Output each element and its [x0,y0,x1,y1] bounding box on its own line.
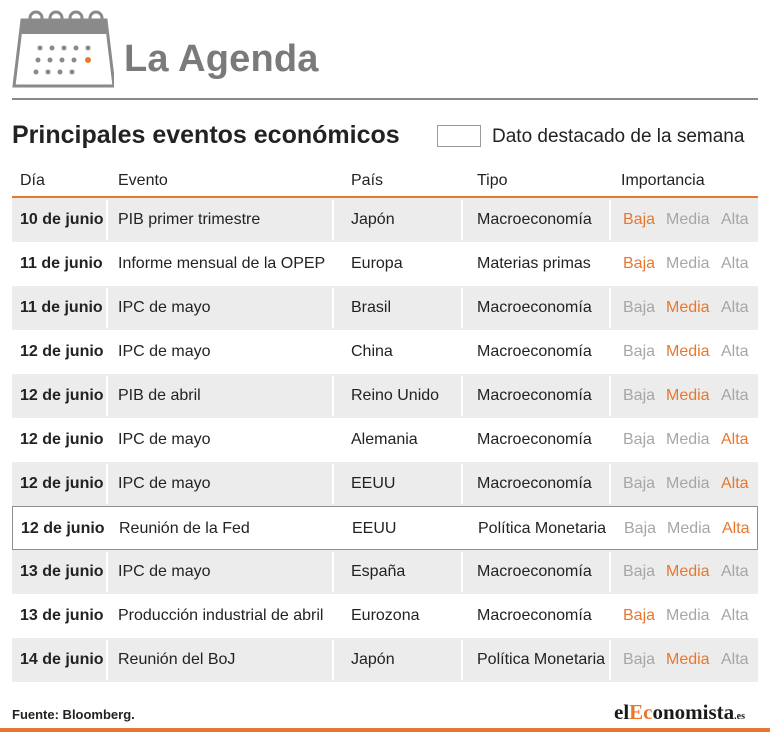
column-separator [461,200,463,240]
column-separator [461,464,463,504]
table-row [12,462,758,506]
importance-alta: Alta [721,475,749,492]
cell-type: Materias primas [477,255,591,272]
cell-country: Alemania [351,431,418,448]
brand-tld: .es [734,711,746,722]
importance-baja: Baja [623,607,656,624]
column-header-day: Día [20,172,45,189]
column-separator [332,596,334,636]
cell-type: Macroeconomía [477,211,592,228]
importance-alta: Alta [721,299,749,316]
table-row [12,506,758,550]
table-header [12,168,758,198]
page-title: La Agenda [124,38,319,80]
column-separator [609,420,611,460]
table-row [12,330,758,374]
importance-media: Media [666,299,710,316]
cell-type: Política Monetaria [478,520,607,537]
cell-country: Japón [351,211,395,228]
column-separator [106,332,108,372]
column-separator [609,200,611,240]
importance-media: Media [666,255,710,272]
cell-country: Brasil [351,299,392,316]
cell-country: España [351,563,406,580]
column-header-importance: Importancia [621,172,705,189]
cell-day: 13 de junio [20,607,104,624]
column-separator [106,244,108,284]
column-separator [461,640,463,680]
importance-baja: Baja [623,255,656,272]
column-separator [106,596,108,636]
column-separator [609,332,611,372]
column-separator [609,288,611,328]
source-note: Fuente: Bloomberg. [12,707,135,722]
cell-type: Macroeconomía [477,431,592,448]
cell-day: 11 de junio [20,299,103,316]
cell-type: Macroeconomía [477,563,592,580]
cell-event: Reunión de la Fed [119,520,250,537]
column-separator [332,464,334,504]
importance-media: Media [667,520,711,537]
importance-baja: Baja [623,299,656,316]
table-row [12,418,758,462]
importance-alta: Alta [721,607,749,624]
cell-event: PIB primer trimestre [118,211,261,228]
column-separator [332,420,334,460]
column-separator [332,244,334,284]
cell-event: IPC de mayo [118,475,211,492]
column-separator [461,596,463,636]
cell-event: IPC de mayo [118,431,211,448]
column-separator [332,376,334,416]
importance-baja: Baja [624,520,657,537]
cell-type: Macroeconomía [477,387,592,404]
section-title: Principales eventos económicos [12,121,400,149]
brand-suffix: onomista [652,700,735,724]
cell-day: 10 de junio [20,211,104,228]
column-separator [106,420,108,460]
importance-baja: Baja [623,387,656,404]
importance-media: Media [666,343,710,360]
importance-baja: Baja [623,651,656,668]
cell-event: IPC de mayo [118,299,211,316]
cell-event: Producción industrial de abril [118,607,324,624]
cell-country: Reino Unido [351,387,440,404]
table-row [12,550,758,594]
column-separator [461,552,463,592]
column-separator [106,376,108,416]
cell-event: IPC de mayo [118,343,211,360]
cell-type: Macroeconomía [477,607,592,624]
importance-baja: Baja [623,431,656,448]
importance-media: Media [666,563,710,580]
column-separator [106,464,108,504]
importance-alta: Alta [721,255,749,272]
importance-media: Media [666,475,710,492]
column-separator [609,640,611,680]
cell-event: Informe mensual de la OPEP [118,255,326,272]
header [0,0,770,100]
events-table [12,198,758,682]
column-separator [332,200,334,240]
cell-type: Macroeconomía [477,299,592,316]
cell-event: Reunión del BoJ [118,651,236,668]
column-header-country: País [351,172,384,189]
brand-accent: Ec [629,700,653,724]
importance-baja: Baja [623,563,656,580]
cell-day: 13 de junio [20,563,104,580]
cell-day: 12 de junio [20,431,104,448]
table-row [12,594,758,638]
column-separator [332,640,334,680]
bottom-accent-bar [0,728,770,732]
column-separator [106,200,108,240]
column-separator [461,244,463,284]
cell-day: 12 de junio [21,520,105,537]
column-separator [332,332,334,372]
brand-prefix: el [614,700,630,724]
cell-country: EEUU [351,475,396,492]
header-divider [12,98,758,100]
cell-type: Política Monetaria [477,651,606,668]
importance-alta: Alta [721,431,749,448]
importance-media: Media [666,651,710,668]
cell-day: 12 de junio [20,343,104,360]
column-separator [461,420,463,460]
column-separator [609,596,611,636]
cell-day: 12 de junio [20,387,104,404]
column-separator [461,332,463,372]
importance-alta: Alta [721,651,749,668]
importance-alta: Alta [721,387,749,404]
cell-day: 12 de junio [20,475,104,492]
cell-event: PIB de abril [118,387,201,404]
table-row [12,638,758,682]
table-row [12,198,758,242]
table-row [12,242,758,286]
importance-baja: Baja [623,343,656,360]
importance-baja: Baja [623,475,656,492]
cell-country: EEUU [352,520,397,537]
column-separator [609,464,611,504]
cell-country: Europa [351,255,403,272]
importance-alta: Alta [722,520,750,537]
importance-baja: Baja [623,211,656,228]
importance-media: Media [666,211,710,228]
column-separator [609,244,611,284]
calendar-icon [10,8,114,90]
column-header-type: Tipo [477,172,508,189]
column-separator [106,288,108,328]
importance-media: Media [666,431,710,448]
importance-media: Media [666,607,710,624]
column-separator [106,640,108,680]
column-separator [332,288,334,328]
brand-logo [614,700,745,725]
legend-label: Dato destacado de la semana [492,126,745,147]
importance-media: Media [666,387,710,404]
cell-type: Macroeconomía [477,475,592,492]
cell-country: Japón [351,651,395,668]
table-row [12,374,758,418]
column-separator [461,288,463,328]
importance-alta: Alta [721,563,749,580]
importance-alta: Alta [721,211,749,228]
cell-event: IPC de mayo [118,563,211,580]
cell-country: Eurozona [351,607,420,624]
cell-day: 14 de junio [20,651,104,668]
table-row [12,286,758,330]
column-separator [609,552,611,592]
column-header-event: Evento [118,172,168,189]
column-separator [332,552,334,592]
legend-swatch [437,125,481,147]
cell-type: Macroeconomía [477,343,592,360]
column-separator [106,552,108,592]
cell-day: 11 de junio [20,255,103,272]
column-separator [609,376,611,416]
column-separator [461,376,463,416]
cell-country: China [351,343,393,360]
importance-alta: Alta [721,343,749,360]
